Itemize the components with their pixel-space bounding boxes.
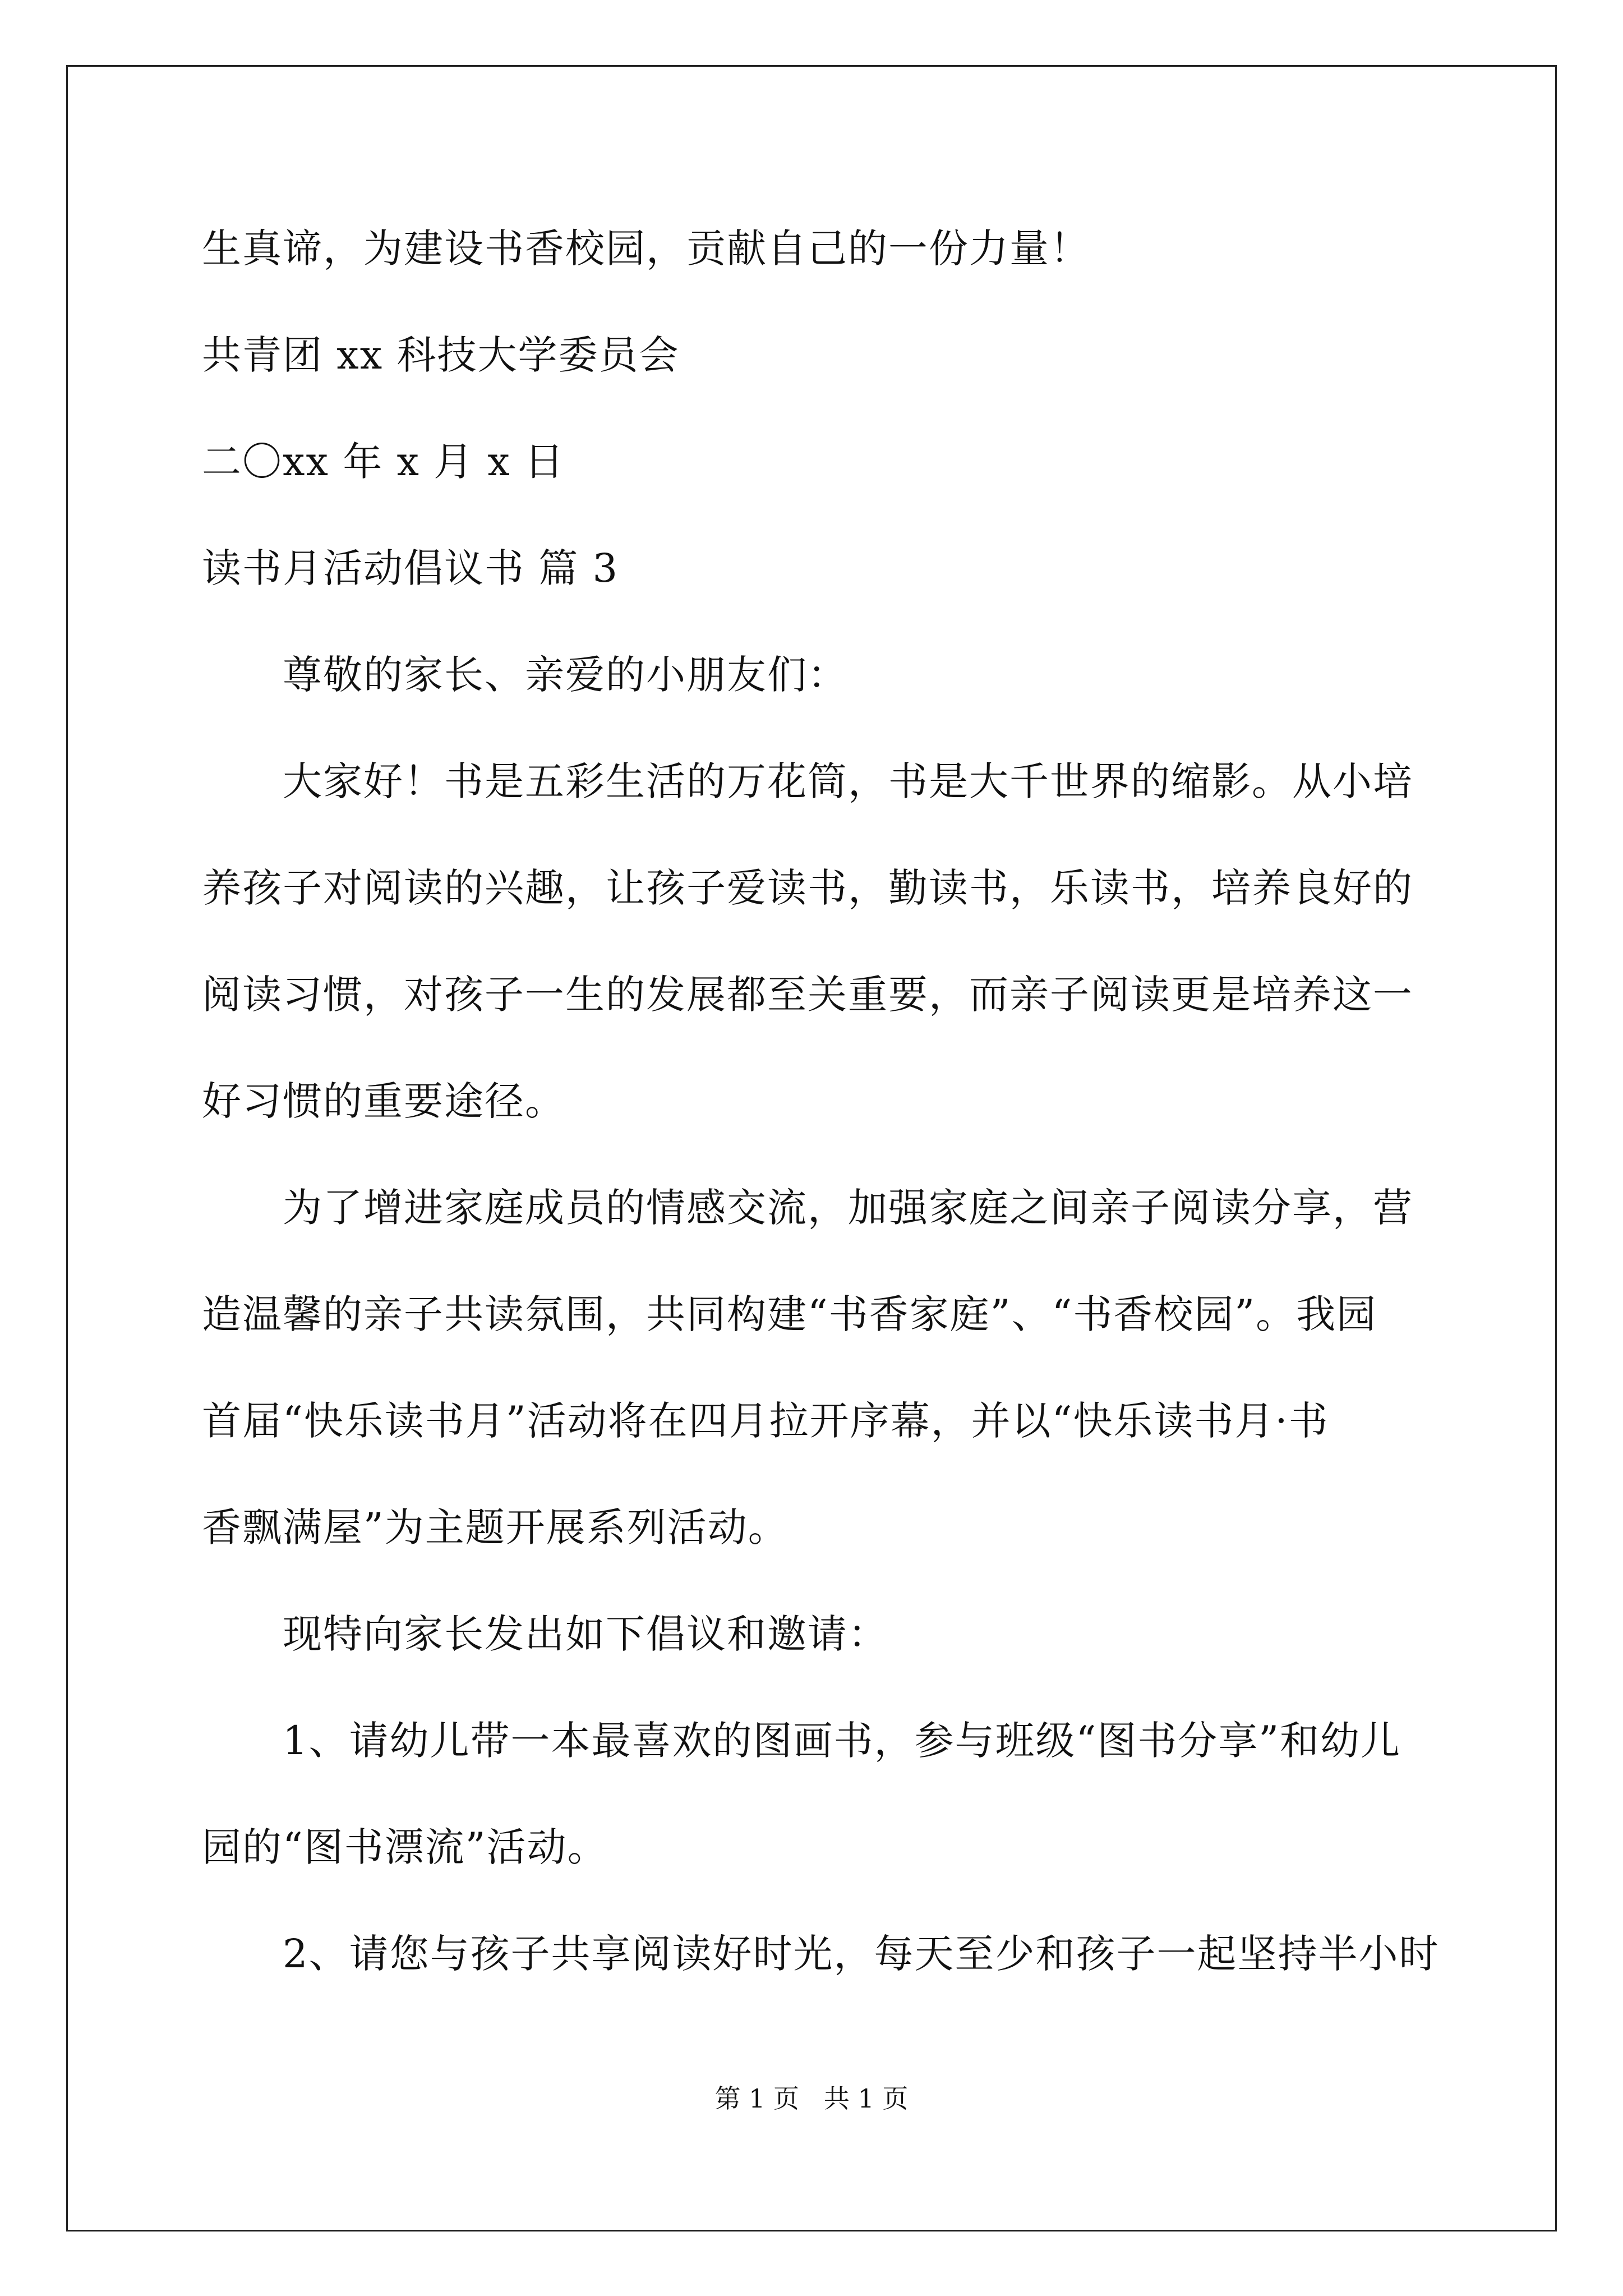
invitation-intro: 现特向家长发出如下倡议和邀请： (283, 1611, 888, 1657)
paragraph-1-line-2: 养孩子对阅读的兴趣，让孩子爱读书，勤读书，乐读书，培养良好的 (202, 865, 1413, 911)
section-heading: 读书月活动倡议书 篇 3 (202, 545, 619, 591)
signature-organization: 共青团 xx 科技大学委员会 (202, 332, 680, 378)
paragraph-2-line-3: 首届“快乐读书月”活动将在四月拉开序幕，并以“快乐读书月·书 (202, 1398, 1329, 1444)
paragraph-2-line-2: 造温馨的亲子共读氛围，共同构建“书香家庭”、“书香校园”。我园 (202, 1291, 1377, 1337)
signature-date: 二〇xx 年 x 月 x 日 (202, 439, 565, 485)
page-border (66, 65, 1557, 2231)
paragraph-1-line-3: 阅读习惯，对孩子一生的发展都至关重要，而亲子阅读更是培养这一 (202, 972, 1413, 1018)
salutation: 尊敬的家长、亲爱的小朋友们： (283, 652, 848, 698)
paragraph-1-line-4: 好习惯的重要途径。 (202, 1078, 565, 1124)
item-1-line-2: 园的“图书漂流”活动。 (202, 1824, 608, 1870)
item-2-line-1: 2、请您与孩子共享阅读好时光，每天至少和孩子一起坚持半小时 (283, 1931, 1440, 1977)
page-footer: 第 1 页 共 1 页 (714, 2083, 909, 2114)
paragraph-2-line-1: 为了增进家庭成员的情感交流，加强家庭之间亲子阅读分享，营 (283, 1185, 1413, 1231)
item-1-line-1: 1、请幼儿带一本最喜欢的图画书，参与班级“图书分享”和幼儿 (283, 1718, 1401, 1764)
paragraph-2-line-4: 香飘满屋”为主题开展系列活动。 (202, 1504, 789, 1550)
closing-sentence: 生真谛，为建设书香校园，贡献自己的一份力量！ (202, 226, 1090, 272)
paragraph-1-line-1: 大家好！书是五彩生活的万花筒，书是大千世界的缩影。从小培 (283, 758, 1413, 804)
